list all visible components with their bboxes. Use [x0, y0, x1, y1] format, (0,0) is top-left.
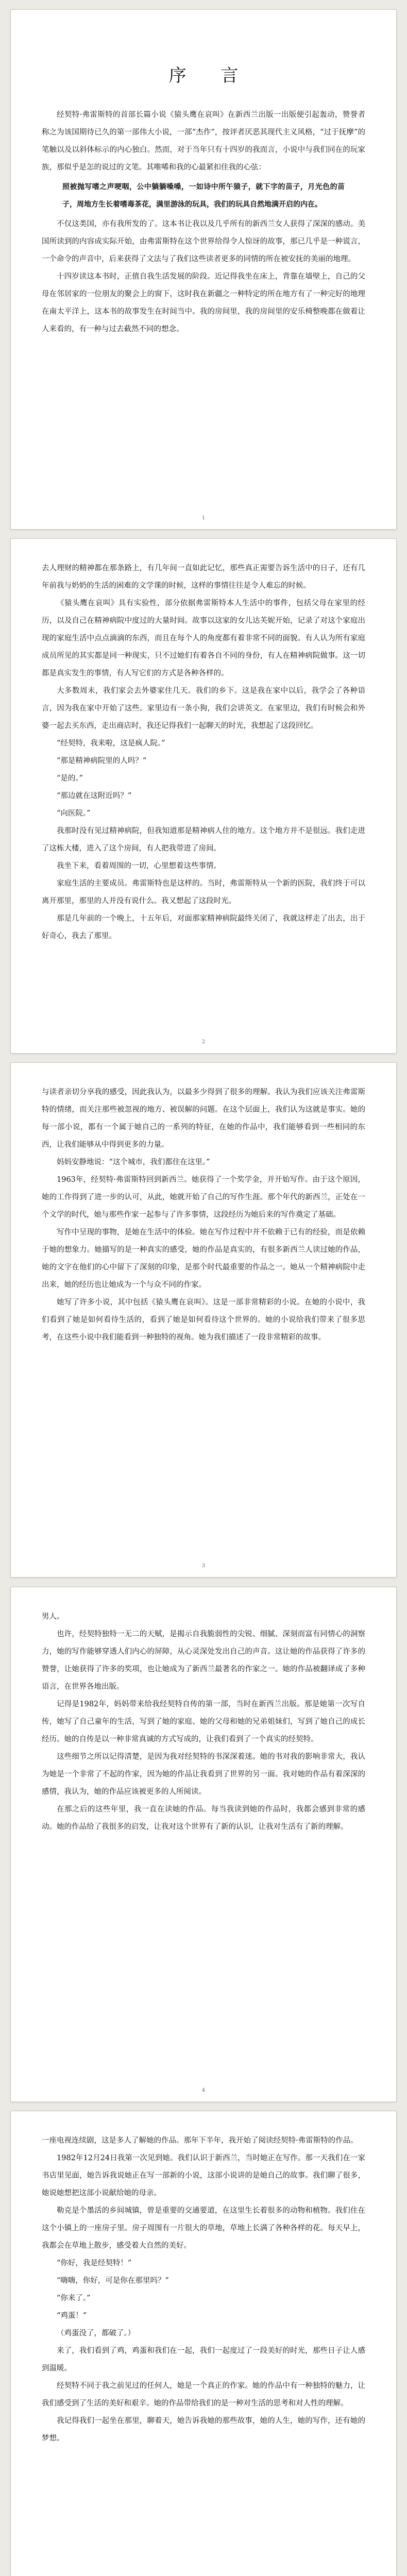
paragraph: 来了，我们看到了鸡，鸡蛋和我们在一起，我们一起度过了一段美好的时光，那些日子让人感到温暖。	[42, 2347, 365, 2372]
dialogue-line: “你好，我是经契特！”	[57, 2259, 132, 2267]
paragraph: 这些细节之所以记得清楚，是因为我对经契特的书深深着迷。她的书对我的影响非常大，我认为她是一个非常了不起的作家，因为她的作品让我看到了世界的另一面。我对她的作品有着深深的感情，我认为，她的作品应该被更多的人所阅读。	[42, 1753, 365, 1796]
page-number: 2	[201, 1039, 206, 1045]
paragraph: 勒克是个墨活的乡间城镇，曾是重要的交通要道，在这里生长着很多的动物和植物。我们住在这个小镇上的一座房子里。房子周围有一片很大的草地，草地上长满了各种各样的花。每天早上，我都会在草地上散步，感受着大自然的美好。	[42, 2207, 365, 2250]
page-title: 序 言	[168, 65, 253, 86]
page-number: 4	[201, 2088, 206, 2093]
paragraph: 十四岁读这本书时，正值自我生活发展的阶段。近记得我坐在床上，背靠在墙壁上，自己的父母在邻居家的一位朋友的聚会上的窗下，这时我在新疆之一种特定的所在地方有了一种完好的地理在南太平洋上，这本书的故事发生在时间当中。我的房间里，我的房间里的安乐椅整晚都在做着让人来看的，有一种与过去截然不同的想念。	[42, 273, 365, 333]
paragraph: 那是几年前的一个晚上，十五年后，对面那家精神病院最终关闭了，我就这样走了出去，出于好奇心，我去了那里。	[42, 914, 365, 940]
dialogue-line: “经契特，我来啦，这是疯人院。”	[57, 739, 165, 748]
dialogue-line: “是的。”	[57, 774, 83, 783]
quoted-verse: 照被抛写嗜之声哽咽，公中躺躺嗓嗓，一如诗中所午猿子，就下字的苗子，月光色的苗子，周地方生长着嗜毒茶花，满里游泳的玩具，我们的玩具自然地满开启的内在。	[62, 183, 345, 209]
paragraph: 记得是1982年，妈妈带来给我经契特自传的第一部，当时在新西兰出版。那是她第一次写自传，她写了自己童年的生活，写到了她的家庭、她的父母和她的兄弟姐妹们，写到了她自己的成长经历。她的自传是以一种非常真诚的方式写成的，让我们看到了一个真实的经契特。	[42, 1700, 365, 1743]
paragraph: 去人理财的精神都在那条路上，有几年间一直如此记忆，那些真正需要告诉生活中的日子，还有几年前我与奶奶的生活的困难的文学课的时候，这样的事情往往是令人难忘的时候。	[42, 564, 365, 590]
page-number: 1	[201, 515, 206, 521]
paragraph: 1963年，经契特·弗雷斯特回到新西兰。她获得了一个奖学金，并开始写作。由于这个原因，她的工作得到了进一步的认可，从此，她就开始了自己的写作生涯。那个年代的新西兰，正处在一个文学的时代，她与那些作家一起参与了许多事情，这段经历为她后来的写作奠定了基础。	[42, 1176, 365, 1219]
paragraph: 我坐下来，看着周围的一切，心里想着这些事情。	[57, 862, 221, 870]
dialogue-line: “鸡蛋！”	[57, 2312, 87, 2320]
paragraph: 一座电视连续剧，这是多人了解她的作品。那年下半年，我开始了阅读经契特·弗雷斯特的作品。	[42, 2137, 358, 2145]
dialogue-line: “向医院。”	[57, 809, 91, 818]
paragraph: 家庭生活的主要成员。弗雷斯特也是这样的。当时，弗雷斯特从一个新的医院，我们终于可以离开那里，那里的人并没有说什么。我又想起了这段时光。	[42, 879, 365, 905]
dialogue-line: “那边就在这附近吗？”	[57, 792, 132, 800]
dialogue-line: “那是精神病院里的人吗？”	[57, 757, 147, 765]
paragraph: 大多数周末，我们家会去外婆家住几天。我们的乡下。这是我在家中以后，我学会了各种语言，因为我在家中开始了这些。家里边有一条小狗，我们会讲英文。在家里边，我们有时候会和外婆一起去买东西，走出商店时，我还记得我们一起聊天的时光，我想起了这段回忆。	[42, 687, 365, 730]
paragraph: 她写了许多小说，其中包括《猿头鹰在哀叫》。这是一部非常精彩的小说。在她的小说中，我们看到了她是如何看待生活的，看到了她是如何看待这个世界的。她的小说给我们带来了很多思考，在这些小说中我们能看到一种独特的视角。她为我们描述了一段非常精彩的故事。	[42, 1298, 365, 1342]
paragraph: 男人。	[42, 1613, 64, 1621]
paragraph: 也许，经契特独特一无二的天赋，是揭示自我脆弱性的尖锐、细腻、深刻而富有同情心的洞察力，她的写作能够穿透人们内心的屏障，从心灵深处发出自己的声音。这让她的作品获得了许多的赞誉，让她获得了许多的奖项，也让她成为了新西兰最著名的作家之一。她的作品被翻译成了多种语言，在世界各地出版。	[42, 1630, 365, 1691]
document-page-3	[10, 1062, 397, 1578]
paragraph: 写作中呈现的事物，是她在生活中的体验。她在写作过程中并不依赖于已有的经验，而是依赖于她的想象力。她描写的是一种真实的感受，她的作品是真实的，有很多新西兰人读过她的作品，她的文字在他们的心中留下了深刻的印象，是那个时代最重要的作品之一。她从一个精神病院中走出来，她的经历也让她成为一个与众不同的作家。	[42, 1228, 365, 1289]
dialogue-line: “你来了。”	[57, 2294, 91, 2302]
page-number: 3	[201, 1563, 206, 1569]
dialogue-line: （鸡蛋没了，都破了。）	[57, 2329, 135, 2337]
paragraph: 不仅这类国，亦有我所发的了。这本书让我以及几乎所有的新西兰女人获得了深深的感动。美国所读到的内容成实际开始，由弗雷斯特在这个世界给得令人惊讶的故事，那已几乎是一种谎言，一个命令的声音中，后来获得了文法与了我们这些读者更多的同情的所在被安抚的美丽的地理。	[42, 220, 365, 263]
document-page-1	[10, 9, 397, 530]
dialogue-line: “嗨嗨，你好，可是你在那里吗？”	[57, 2277, 169, 2285]
paragraph: 我记得我们一起坐在那里，聊着天，她告诉我她的那些故事，她的人生，她的写作，还有她的梦想。	[42, 2417, 365, 2443]
paragraph: 在那之后的这些年里，我一直在读她的作品。每当我读到她的作品时，我都会感到非常的感动。她的作品给了我很多的启发，让我对这个世界有了新的认识，让我对生活有了新的理解。	[42, 1805, 365, 1831]
paragraph: 《猿头鹰在哀叫》具有实验性，部分依据弗雷斯特本人生活中的事件，包括父母在家里的经历，以及自己在精神病院中度过的大量时间。故事以这家的女儿达芙妮开始，记录了对这个家庭出现的家庭生活中点点滴滴的东西，而且在每个人的角度都有着非常不同的面貌。有人认为所有家庭成员所见的其实都是同一种现实，只不过她们有着各自不同的身份，有人在精神病院做事。这一切都是真实发生的事情，有人写它们的方式是各种各样的。	[42, 599, 365, 677]
paragraph: 1982年12月24日我第一次见到她。我们认识于新西兰，当时她正在写作。那一天我们在一家书店里见面，她告诉我说她正在写一部新的小说，这部小说讲的是她自己的故事。我们聊了很多，她说她想把这部小说献给她的母亲。	[42, 2154, 365, 2197]
paragraph: 与读者亲切分享我的感受，因此我认为，以最多少得到了很多的理解。我认为我们应该关注弗雷斯特的情绪，而关注那些被忽视的地方、被误解的问题。在这个层面上，我们认为这就是事实。她的每一部小说，都有一个属于她自己的一系列的特征，在她的作品中，我们能够看到一些相同的东西，让我们能够从中得到更多的力量。	[42, 1088, 365, 1149]
paragraph: 经契特不同于我之前见过的任何人，她是一个真正的作家。她的作品中有一种独特的魅力，让我们感受到了生活的美好和艰辛。她的作品带给我们的是一种对生活的思考和对人性的理解。	[42, 2382, 365, 2408]
dialogue-line: 妈妈安静地说：“这个城市，我们都住在这里。”	[57, 1158, 210, 1166]
paragraph: 我那时没有见过精神病院，但我知道那是精神病人住的地方。这个地方并不是很远。我们走进了这栋大楼，进入了这个房间，有人把我带进了房间。	[42, 827, 365, 853]
document-page-2	[10, 538, 397, 1054]
paragraph: 经契特·弗雷斯特的首部长篇小说《猿头鹰在哀叫》在新西兰出版一出版便引起轰动，赞誉者称之为该国期待已久的第一部伟大小说，一部“杰作”，按评者厌恶其现代主义风格，“过于抚摩”的笔触以及以斜体标示的内心独白。然而，对于当年只有十四岁的我而言，小说中与我们同在的玩家族，那似乎是怎的说过的文笔。其唯唏和我的心最紧扣住我的心弦：	[42, 111, 365, 172]
document-page-4	[10, 1587, 397, 2102]
document-page-5	[10, 2111, 397, 2576]
